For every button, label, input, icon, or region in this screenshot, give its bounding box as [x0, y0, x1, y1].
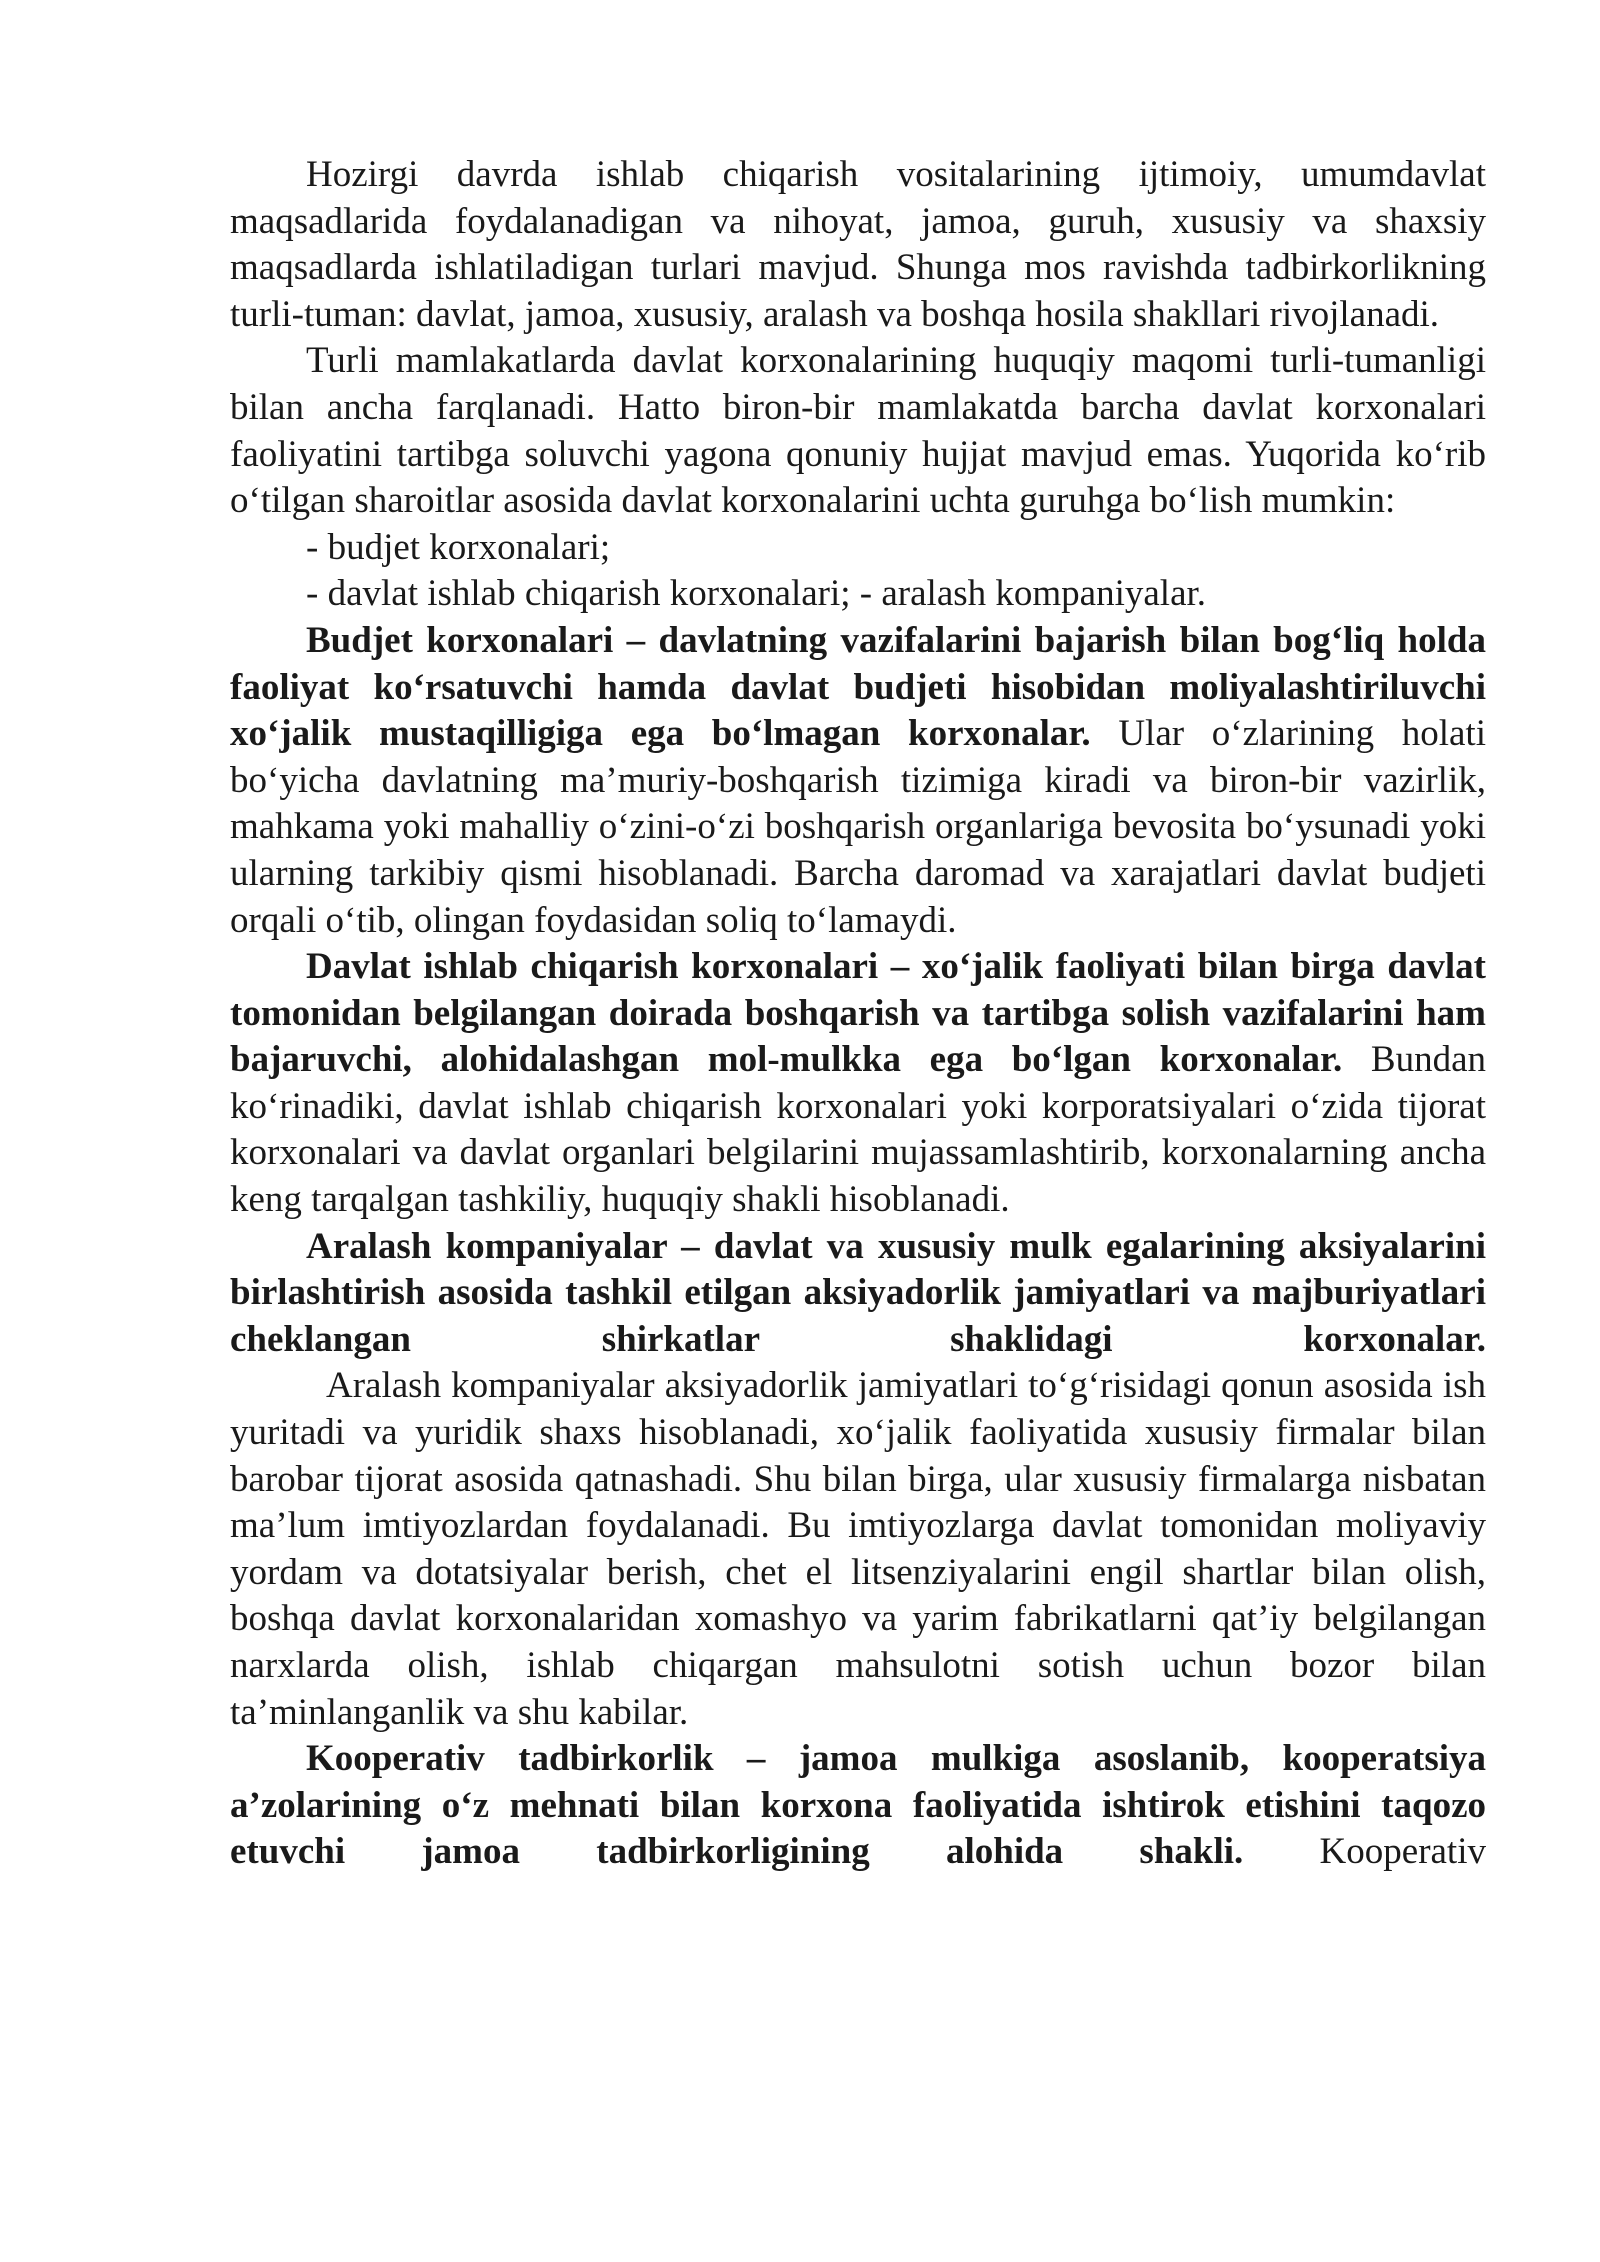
paragraph-intro: Hozirgi davrda ishlab chiqarish vositalarining ijtimoiy, umumdavlat maqsadlarida foydalanadigan va nihoyat, jamoa, guruh, xususiy va shaxsiy maqsadlarda ishlatiladigan turlari mavjud. Shunga mos ravishda tadbirkorlikning turli-tuman: davlat, jamoa, xususiy, aralash va boshqa hosila shakllari rivojlanadi. — [230, 154, 1486, 335]
definition-cooperative-entrepreneurship — [230, 1736, 1486, 1876]
definition-text: Ular oʻzlarining holati boʻyicha davlatning maʼmuriy-boshqarish tizimiga kiradi va biron-bir vazirlik, mahkama yoki mahalliy oʻzini-oʻzi boshqarish organlariga bevosita boʻysunadi yoki ularning tarkibiy qismi hisoblanadi. Barcha daromad va xarajatlari davlat budjeti orqali oʻtib, olingan foydasidan soliq toʻlamaydi. — [230, 713, 1486, 941]
definition-text: Bundan koʻrinadiki, davlat ishlab chiqarish korxonalari yoki korporatsiyalari oʻzida tijorat korxonalari va davlat organlari belgilarini mujassamlashtirib, korxonalarning ancha keng tarqalgan tashkiliy, huquqiy shakli hisoblanadi. — [230, 1039, 1486, 1221]
definition-term: Budjet korxonalari – davlatning vazifalarini bajarish bilan bogʻliq holda faoliyat koʻrsatuvchi hamda davlat budjeti hisobidan moliyalashtiriluvchi xoʻjalik mustaqilligiga ega boʻlmagan korxonalar. — [230, 619, 1486, 755]
definition-state-production-enterprises — [230, 944, 1486, 1224]
list-item: - davlat ishlab chiqarish korxonalari; - aralash kompaniyalar. — [306, 573, 1207, 615]
list-item: - budjet korxonalari; — [306, 526, 611, 568]
paragraph-mixed-companies-detail: Aralash kompaniyalar aksiyadorlik jamiyatlari toʻgʻrisidagi qonun asosida ish yuritadi va yuridik shaxs hisoblanadi, xoʻjalik faoliyatida xususiy firmalar bilan barobar tijorat asosida qatnashadi. Shu bilan birga, ular xususiy firmalarga nisbatan maʼlum imtiyozlardan foydalanadi. Bu imtiyozlarga davlat tomonidan moliyaviy yordam va dotatsiyalar berish, chet el litsenziyalarini engil shartlar bilan olish, boshqa davlat korxonalaridan xomashyo va yarim fabrikatlarni qatʼiy belgilangan narxlarda olish, ishlab chiqargan mahsulotni sotish uchun bozor bilan taʼminlanganlik va shu kabilar. — [230, 1365, 1486, 1733]
definition-term: Kooperativ tadbirkorlik – jamoa mulkiga asoslanib, kooperatsiya aʼzolarining oʻz mehnati bilan korxona faoliyatida ishtirok etishini taqozo etuvchi jamoa tadbirkorligining alohida shakli. — [230, 1738, 1486, 1873]
definition-text: Kooperativ — [1243, 1831, 1486, 1873]
paragraph-state-enterprises: Turli mamlakatlarda davlat korxonalarining huquqiy maqomi turli-tumanligi bilan ancha farqlanadi. Hatto biron-bir mamlakatda barcha davlat korxonalari faoliyatini tartibga soluvchi yagona qonuniy hujjat mavjud emas. Yuqorida koʻrib oʻtilgan sharoitlar asosida davlat korxonalarini uchta guruhga boʻlish mumkin: — [230, 340, 1486, 522]
definition-term: Davlat ishlab chiqarish korxonalari – xoʻjalik faoliyati bilan birga davlat tomonidan belgilangan doirada boshqarish va tartibga solish vazifalarini ham bajaruvchi, alohidalashgan mol-mulkka ega boʻlgan korxonalar. — [230, 946, 1486, 1081]
definition-budget-enterprises — [230, 618, 1486, 944]
definition-term: Aralash kompaniyalar – davlat va xususiy mulk egalarining aksiyalarini birlashtirish asosida tashkil etilgan aksiyadorlik jamiyatlari va majburiyatlari cheklangan shirkatlar shaklidagi korxonalar. — [230, 1225, 1486, 1360]
document-page — [230, 152, 1486, 1876]
definition-mixed-companies — [230, 1224, 1486, 1364]
